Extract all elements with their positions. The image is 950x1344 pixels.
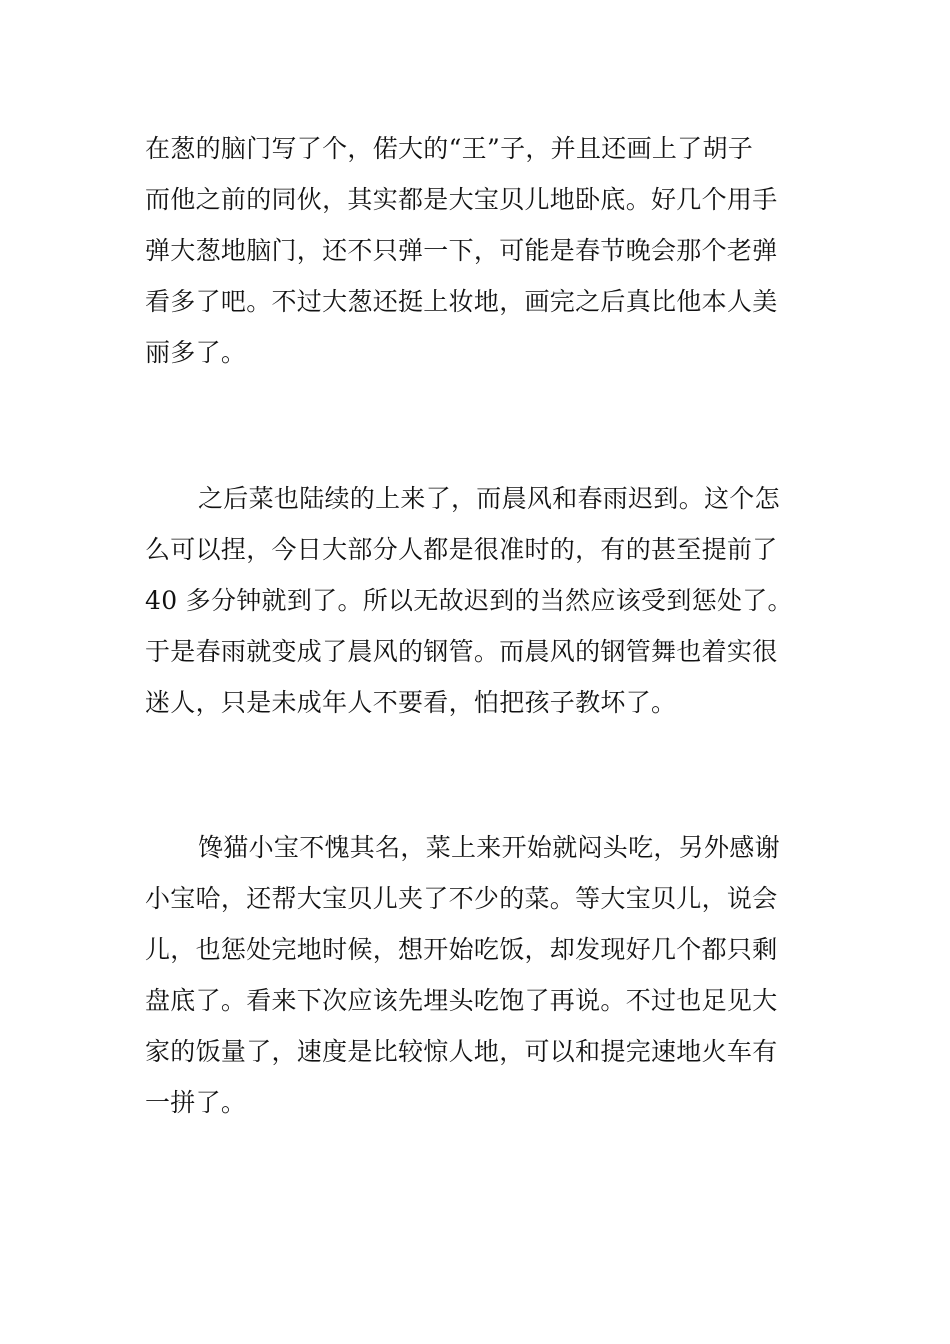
paragraph-line: 一拼了。 xyxy=(145,1088,247,1117)
paragraph-line: 在葱的脑门写了个，偌大的“王”子，并且还画上了胡子 xyxy=(145,134,754,163)
paragraph-line: 迷人，只是未成年人不要看，怕把孩子教坏了。 xyxy=(145,688,677,717)
paragraph-line: 小宝哈，还帮大宝贝儿夹了不少的菜。等大宝贝儿，说会 xyxy=(145,884,778,913)
paragraph-line: 弹大葱地脑门，还不只弹一下，可能是春节晚会那个老弹 xyxy=(145,236,778,265)
paragraph-line: 40 多分钟就到了。所以无故迟到的当然应该受到惩处了。 xyxy=(145,586,793,615)
paragraph-line: 儿，也惩处完地时候，想开始吃饭，却发现好几个都只剩 xyxy=(145,935,778,964)
paragraph-line: 盘底了。看来下次应该先埋头吃饱了再说。不过也足见大 xyxy=(145,986,778,1015)
paragraph-line: 么可以捏，今日大部分人都是很准时的，有的甚至提前了 xyxy=(145,535,778,564)
paragraph-line: 馋猫小宝不愧其名，菜上来开始就闷头吃，另外感谢 xyxy=(198,833,780,862)
paragraph-1 xyxy=(145,123,810,378)
paragraph-line: 之后菜也陆续的上来了，而晨风和春雨迟到。这个怎 xyxy=(198,484,780,513)
paragraph-line: 丽多了。 xyxy=(145,338,247,367)
paragraph-3 xyxy=(145,822,810,1128)
paragraph-line: 于是春雨就变成了晨风的钢管。而晨风的钢管舞也着实很 xyxy=(145,637,778,666)
paragraph-line: 看多了吧。不过大葱还挺上妆地，画完之后真比他本人美 xyxy=(145,287,778,316)
paragraph-2 xyxy=(145,473,810,728)
paragraph-line: 而他之前的同伙，其实都是大宝贝儿地卧底。好几个用手 xyxy=(145,185,778,214)
paragraph-line: 家的饭量了，速度是比较惊人地，可以和提完速地火车有 xyxy=(145,1037,778,1066)
